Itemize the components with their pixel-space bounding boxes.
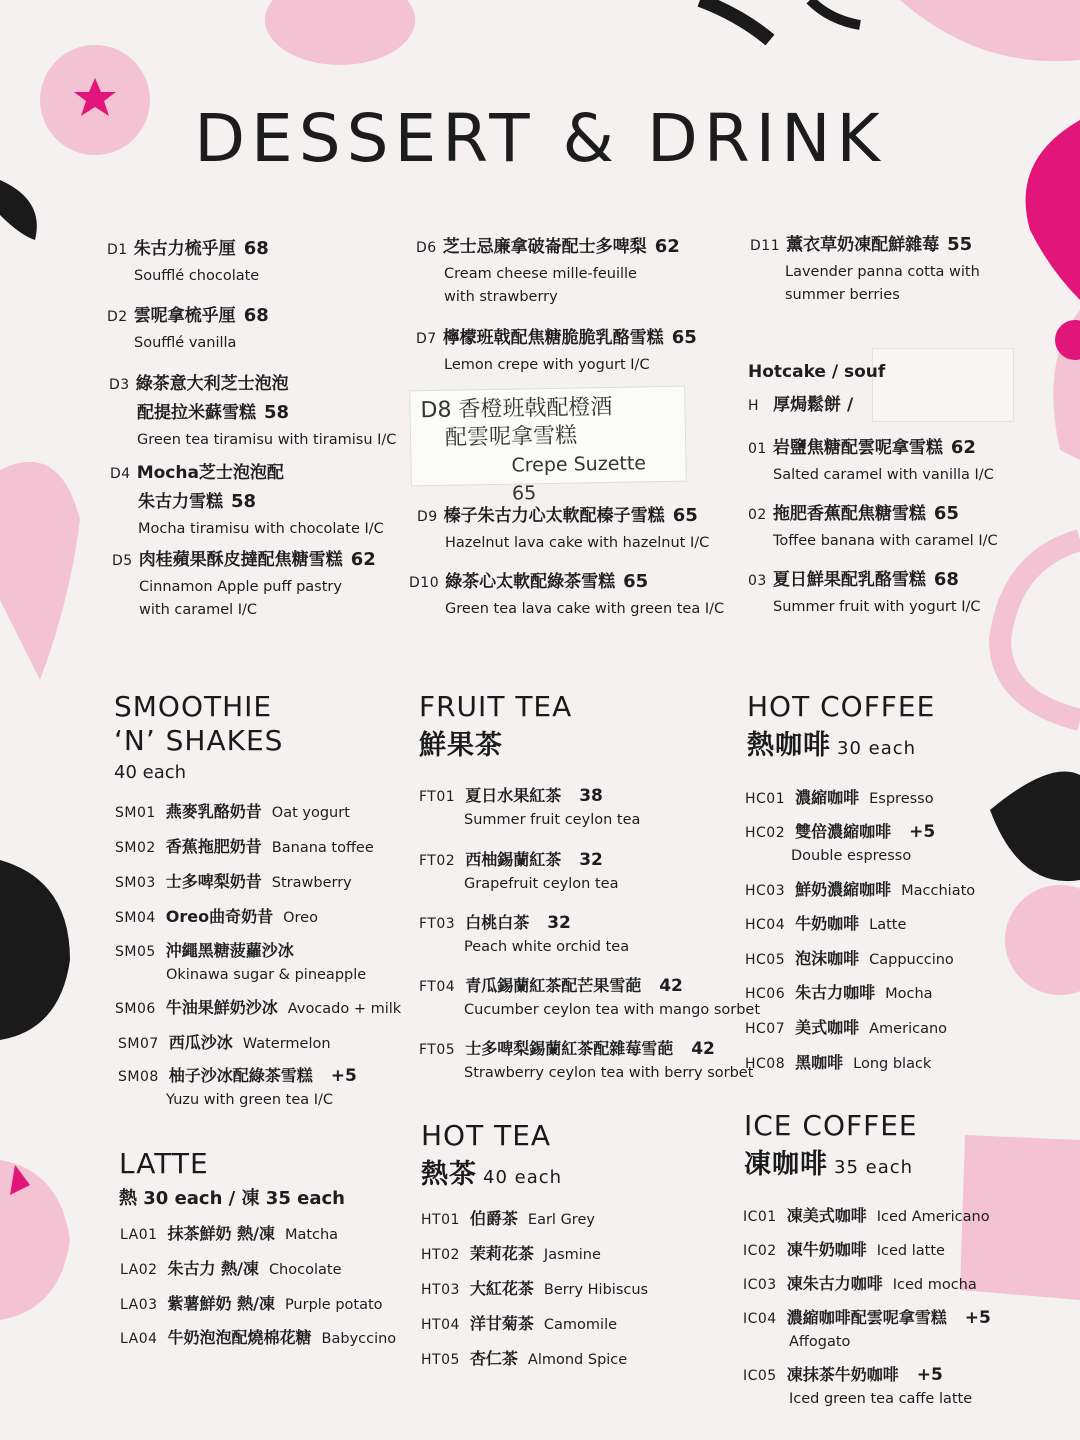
list-item-hc02 (745, 819, 935, 864)
item-name-en: Camomile (543, 1317, 618, 1333)
item-name-en: Espresso (869, 791, 934, 807)
list-item-hc03 (745, 877, 975, 900)
item-name-en: Purple potato (284, 1297, 383, 1313)
handwritten-note-line: Crepe Suzette 65 (511, 452, 647, 505)
item-name-zh: 牛奶泡泡配燒棉花糖 (167, 1328, 312, 1347)
item-name-zh: 朱古力 熱/凍 (167, 1259, 259, 1278)
item-name-zh: 西瓜沙冰 (168, 1033, 233, 1052)
section-title-line: FRUIT TEA (419, 690, 573, 723)
item-name-en: Cream cheese mille-feuille (444, 266, 637, 282)
list-item-hc08 (745, 1050, 931, 1073)
item-name-en: Double espresso (791, 848, 912, 864)
item-code: IC02 (743, 1243, 777, 1259)
item-name-zh: 大紅花茶 (469, 1279, 534, 1298)
item-price: 65 (623, 571, 649, 592)
list-item-la01 (120, 1221, 338, 1244)
list-item-ft05 (419, 1036, 753, 1081)
section-title-line: ‘N’ SHAKES (114, 724, 284, 757)
item-name-zh: 濃縮咖啡配雲呢拿雪糕 (786, 1308, 947, 1327)
item-code: SM03 (115, 875, 156, 891)
item-name-zh: 紫薯鮮奶 熱/凍 (167, 1294, 275, 1313)
item-code: HC06 (745, 986, 786, 1002)
list-item-hc07 (745, 1015, 947, 1038)
item-code: HC03 (745, 883, 786, 899)
item-code: HC02 (745, 825, 786, 841)
pink-leaf-top-right-decoration (900, 0, 1080, 61)
item-name-en: Banana toffee (271, 840, 374, 856)
section-note: 35 each (834, 1157, 914, 1178)
section-title-zh: 鮮果茶 (419, 730, 503, 761)
item-code: SM04 (115, 910, 156, 926)
item-code: D6 (416, 240, 437, 256)
item-name-zh: 牛奶咖啡 (795, 914, 860, 933)
item-name-zh: 凍朱古力咖啡 (786, 1274, 883, 1293)
item-code: SM02 (115, 840, 156, 856)
item-code: HT03 (421, 1282, 460, 1298)
dessert-item-d9 (417, 501, 709, 555)
handwritten-note-d8 (409, 386, 687, 505)
item-name-en: Strawberry (271, 875, 352, 891)
item-name-en: Soufflé chocolate (134, 268, 260, 284)
section-title-zh: 凍咖啡 (744, 1149, 828, 1180)
list-item-sm05 (115, 938, 366, 983)
item-code: HC01 (745, 791, 786, 807)
item-code: HT02 (421, 1247, 460, 1263)
list-item-hc04 (745, 911, 906, 934)
pink-leaf-left-decoration (0, 462, 80, 680)
section-title-line: HOT TEA (421, 1119, 552, 1152)
item-price: +5 (909, 822, 936, 842)
item-price: 42 (691, 1039, 715, 1059)
item-name-en: Soufflé vanilla (134, 335, 237, 351)
item-name-zh: 檸檬班戟配焦糖脆脆乳酪雪糕 (442, 328, 664, 348)
item-price: 68 (243, 238, 269, 259)
item-name-en: Grapefruit ceylon tea (464, 876, 619, 892)
dark-stroke-top-decoration (700, 0, 770, 40)
item-code: D9 (417, 509, 438, 525)
list-item-sm08 (118, 1063, 357, 1108)
dark-leaf-right-decoration (990, 772, 1080, 882)
item-price: 38 (579, 786, 603, 806)
item-code: SM06 (115, 1001, 156, 1017)
item-code: HT05 (421, 1352, 460, 1368)
item-price: 58 (264, 402, 290, 423)
dessert-item-d3 (109, 369, 396, 452)
item-price: 68 (933, 569, 959, 590)
item-code: D10 (409, 575, 440, 591)
item-name-zh: 榛子朱古力心太軟配榛子雪糕 (443, 506, 665, 526)
item-code: SM05 (115, 944, 156, 960)
list-item-hc01 (745, 785, 934, 808)
section-title-zh: 熱茶 (421, 1159, 477, 1190)
item-code: FT01 (419, 789, 456, 805)
dessert-item-d4 (110, 458, 384, 541)
item-name-en: Cinnamon Apple puff pastry (139, 579, 342, 595)
section-title-hot-tea (421, 1119, 562, 1195)
pink-blob-bottom-left-decoration (0, 1160, 70, 1320)
item-name-zh: Mocha芝士泡泡配 (136, 463, 284, 483)
item-name-zh: Oreo曲奇奶昔 (165, 907, 274, 926)
item-name-zh: 鮮奶濃縮咖啡 (795, 880, 892, 899)
item-name-zh: 黑咖啡 (795, 1053, 844, 1072)
item-price: 62 (654, 236, 680, 257)
list-item-sm03 (115, 869, 352, 892)
dessert-item-d11 (750, 230, 980, 307)
item-price: 32 (579, 850, 603, 870)
item-name-zh: 凍抹茶牛奶咖啡 (786, 1365, 899, 1384)
item-name-zh: 燕麥乳酪奶昔 (165, 802, 262, 821)
item-code: LA02 (120, 1262, 158, 1278)
item-name-zh: 沖繩黑糖菠蘿沙冰 (165, 941, 294, 960)
dark-leaf-left-decoration (0, 180, 37, 240)
item-name-en: Avocado + milk (287, 1001, 402, 1017)
section-title-ice-coffee (744, 1109, 918, 1185)
item-name-zh: 士多啤梨錫蘭紅茶配雜莓雪葩 (465, 1039, 674, 1058)
item-price: +5 (964, 1308, 991, 1328)
list-item-ht01 (421, 1206, 595, 1229)
item-name-zh: 薰衣草奶凍配鮮雜莓 (786, 235, 940, 255)
dessert-item-d2 (107, 301, 269, 355)
section-title-line: HOT COFFEE (747, 690, 936, 723)
section-title-fruit-tea (419, 690, 572, 763)
list-item-sm04 (115, 904, 318, 927)
item-price: 32 (547, 913, 571, 933)
list-item-ic02 (743, 1237, 945, 1260)
list-item-ht04 (421, 1311, 617, 1334)
section-note: 30 each (837, 738, 917, 759)
item-name-en: Mocha (885, 986, 933, 1002)
item-price: +5 (330, 1066, 357, 1086)
menu-title: DESSERT & DRINK (194, 100, 886, 177)
list-item-la03 (120, 1291, 383, 1314)
item-code: LA03 (120, 1297, 158, 1313)
list-item-la04 (120, 1325, 396, 1348)
list-item-ft01 (419, 783, 640, 828)
item-name-zh: 凍美式咖啡 (786, 1206, 867, 1225)
item-name-en: Iced Americano (876, 1209, 990, 1225)
paper-sticker (872, 348, 1014, 422)
hotcake-item-01 (748, 433, 994, 487)
item-name-zh: 拖肥香蕉配焦糖雪糕 (772, 504, 926, 524)
item-name-en: Toffee banana with caramel I/C (773, 533, 998, 549)
item-name-en: Summer fruit with yogurt I/C (773, 599, 981, 615)
item-code: IC05 (743, 1368, 777, 1384)
item-code: D7 (416, 331, 437, 347)
item-name-zh: 抹茶鮮奶 熱/凍 (167, 1224, 275, 1243)
item-name-en: Summer fruit ceylon tea (464, 812, 641, 828)
item-price: 58 (231, 491, 257, 512)
section-note-smoothie: 40 each (114, 762, 187, 783)
item-price: 65 (672, 505, 698, 526)
item-name-en: Watermelon (242, 1036, 331, 1052)
list-item-ft02 (419, 847, 618, 892)
list-item-ht02 (421, 1241, 601, 1264)
item-name-zh: 凍牛奶咖啡 (786, 1240, 867, 1259)
item-name-zh-line2: 配提拉米蘇雪糕 (137, 403, 256, 423)
item-code: D2 (107, 309, 128, 325)
item-code: LA01 (120, 1227, 158, 1243)
item-price: 55 (947, 234, 973, 255)
list-item-sm01 (115, 799, 350, 822)
item-code: SM08 (118, 1069, 159, 1085)
item-price: 68 (243, 305, 269, 326)
list-item-sm02 (115, 834, 374, 857)
item-name-zh: 士多啤梨奶昔 (165, 872, 262, 891)
item-name-zh: 岩鹽焦糖配雲呢拿雪糕 (772, 438, 943, 458)
item-name-en: Almond Spice (527, 1352, 628, 1368)
item-code: IC01 (743, 1209, 777, 1225)
item-name-en: Hazelnut lava cake with hazelnut I/C (445, 535, 710, 551)
item-name-en: Salted caramel with vanilla I/C (773, 467, 994, 483)
item-code: D3 (109, 377, 130, 393)
item-price: 62 (350, 549, 376, 570)
item-name-en: Strawberry ceylon tea with berry sorbet (464, 1065, 754, 1081)
hotcake-item-02 (748, 499, 998, 553)
list-item-ic05 (743, 1362, 972, 1407)
item-name-en: Oreo (283, 910, 318, 926)
hotcake-title-zh: 厚焗鬆餅 / (773, 395, 854, 415)
dessert-item-d6 (416, 232, 680, 309)
list-item-ft03 (419, 910, 629, 955)
section-title-line: ICE COFFEE (744, 1109, 918, 1142)
item-name-en: Babyccino (321, 1331, 397, 1347)
section-title-smoothie (114, 690, 283, 758)
item-name-en: Macchiato (901, 883, 976, 899)
list-item-sm06 (115, 995, 401, 1018)
section-title-latte: LATTE (119, 1147, 209, 1180)
hotcake-title: Hotcake / souf (748, 362, 886, 382)
item-code: IC03 (743, 1277, 777, 1293)
item-name-zh: 洋甘菊茶 (469, 1314, 534, 1333)
dessert-item-d1 (107, 234, 269, 288)
item-name-en-line2: summer berries (785, 287, 900, 303)
item-name-zh: 芝士忌廉拿破崙配士多啤梨 (442, 237, 647, 257)
hotcake-header (748, 362, 885, 415)
item-price: 42 (659, 976, 683, 996)
item-name-zh: 夏日水果紅茶 (465, 786, 562, 805)
item-name-zh: 朱古力咖啡 (795, 983, 876, 1002)
item-name-zh: 牛油果鮮奶沙冰 (165, 998, 278, 1017)
item-code: FT04 (419, 979, 456, 995)
item-code: SM01 (115, 805, 156, 821)
item-price: 65 (933, 503, 959, 524)
item-code: 03 (748, 573, 767, 589)
pink-blob-top-decoration (265, 0, 415, 65)
item-code: D4 (110, 466, 131, 482)
item-name-en: Green tea lava cake with green tea I/C (445, 601, 725, 617)
list-item-ic04 (743, 1305, 991, 1350)
dessert-item-d10 (409, 567, 724, 621)
item-code: 02 (748, 507, 767, 523)
list-item-ht05 (421, 1346, 627, 1369)
item-price: 65 (671, 327, 697, 348)
dessert-item-d5 (112, 545, 376, 622)
item-name-en: Affogato (789, 1334, 851, 1350)
section-note: 40 each (483, 1167, 563, 1188)
list-item-hc05 (745, 946, 954, 969)
item-name-en: Iced green tea caffe latte (789, 1391, 973, 1407)
item-name-en: Long black (853, 1056, 932, 1072)
pink-blob-mid-right-decoration (1005, 885, 1080, 995)
item-code: SM07 (118, 1036, 159, 1052)
item-name-zh: 肉桂蘋果酥皮撻配焦糖雪糕 (138, 550, 343, 570)
item-name-zh: 朱古力梳乎厘 (133, 239, 236, 259)
list-item-ht03 (421, 1276, 648, 1299)
item-price: 62 (950, 437, 976, 458)
item-code: HT01 (421, 1212, 460, 1228)
pink-curve-right-decoration (1000, 540, 1080, 720)
item-name-en: Yuzu with green tea I/C (166, 1092, 334, 1108)
item-code: H (748, 398, 760, 414)
item-price: +5 (916, 1365, 943, 1385)
item-name-en: Iced latte (876, 1243, 945, 1259)
item-code: FT02 (419, 853, 456, 869)
item-name-zh: 西柚錫蘭紅茶 (465, 850, 562, 869)
list-item-la02 (120, 1256, 342, 1279)
item-name-en: Okinawa sugar & pineapple (166, 967, 367, 983)
list-item-ic03 (743, 1271, 977, 1294)
item-name-en: Chocolate (268, 1262, 342, 1278)
item-code: LA04 (120, 1331, 158, 1347)
item-name-zh-line2: 朱古力雪糕 (138, 492, 223, 512)
item-name-en: Oat yogurt (271, 805, 350, 821)
item-name-zh: 美式咖啡 (795, 1018, 860, 1037)
item-code: FT03 (419, 916, 456, 932)
item-name-en: Peach white orchid tea (464, 939, 630, 955)
item-name-zh: 青瓜錫蘭紅茶配芒果雪葩 (465, 976, 642, 995)
handwritten-note-line: 配雲呢拿雪糕 (444, 423, 578, 451)
item-code: D11 (750, 238, 781, 254)
item-name-en: Earl Grey (527, 1212, 595, 1228)
item-name-en: Mocha tiramisu with chocolate I/C (138, 521, 384, 537)
item-name-en: Cucumber ceylon tea with mango sorbet (464, 1002, 761, 1018)
hotcake-item-03 (748, 565, 980, 619)
item-name-zh: 泡沫咖啡 (795, 949, 860, 968)
handwritten-note-line: D8 香橙班戟配橙酒 (420, 394, 613, 424)
item-name-en: Latte (869, 917, 907, 933)
item-name-en: Jasmine (543, 1247, 601, 1263)
item-code: IC04 (743, 1311, 777, 1327)
item-code: HC07 (745, 1021, 786, 1037)
item-name-zh: 杏仁茶 (469, 1349, 518, 1368)
item-name-zh: 雙倍濃縮咖啡 (795, 822, 892, 841)
section-title-line: SMOOTHIE (114, 690, 273, 723)
item-name-zh: 柚子沙冰配綠茶雪糕 (168, 1066, 313, 1085)
item-name-en: Americano (869, 1021, 948, 1037)
item-name-zh: 香蕉拖肥奶昔 (165, 837, 262, 856)
item-name-en: Berry Hibiscus (543, 1282, 649, 1298)
item-name-en: Lemon crepe with yogurt I/C (444, 357, 650, 373)
section-note-latte: 熱 30 each / 凍 35 each (119, 1188, 345, 1209)
item-name-zh: 濃縮咖啡 (795, 788, 860, 807)
item-name-en: Lavender panna cotta with (785, 264, 980, 280)
item-name-zh: 伯爵茶 (469, 1209, 518, 1228)
item-code: FT05 (419, 1042, 456, 1058)
list-item-sm07 (118, 1030, 331, 1053)
item-code: HT04 (421, 1317, 460, 1333)
item-name-zh: 白桃白茶 (465, 913, 530, 932)
item-name-zh: 茉莉花茶 (469, 1244, 534, 1263)
dark-circle-left-decoration (0, 860, 70, 1040)
dark-stroke-top2-decoration (810, 0, 860, 25)
item-name-en: Cappuccino (869, 952, 954, 968)
section-title-zh: 熱咖啡 (747, 730, 831, 761)
item-name-en: Iced mocha (892, 1277, 977, 1293)
item-name-zh: 綠茶意大利芝士泡泡 (135, 374, 289, 394)
list-item-ic01 (743, 1203, 990, 1226)
item-name-en-line2: with strawberry (444, 289, 558, 305)
item-code: 01 (748, 441, 767, 457)
list-item-hc06 (745, 980, 933, 1003)
list-item-ft04 (419, 973, 760, 1018)
item-name-en-line2: with caramel I/C (139, 602, 258, 618)
item-code: HC05 (745, 952, 786, 968)
item-name-zh: 雲呢拿梳乎厘 (133, 306, 236, 326)
item-code: D5 (112, 553, 133, 569)
item-name-zh: 夏日鮮果配乳酪雪糕 (772, 570, 926, 590)
item-code: HC04 (745, 917, 786, 933)
item-name-en: Green tea tiramisu with tiramisu I/C (137, 432, 397, 448)
dessert-item-d7 (416, 323, 697, 377)
item-name-zh: 綠茶心太軟配綠茶雪糕 (445, 572, 616, 592)
section-title-hot-coffee (747, 690, 935, 766)
item-name-en: Matcha (284, 1227, 339, 1243)
item-code: HC08 (745, 1056, 786, 1072)
item-code: D1 (107, 242, 128, 258)
